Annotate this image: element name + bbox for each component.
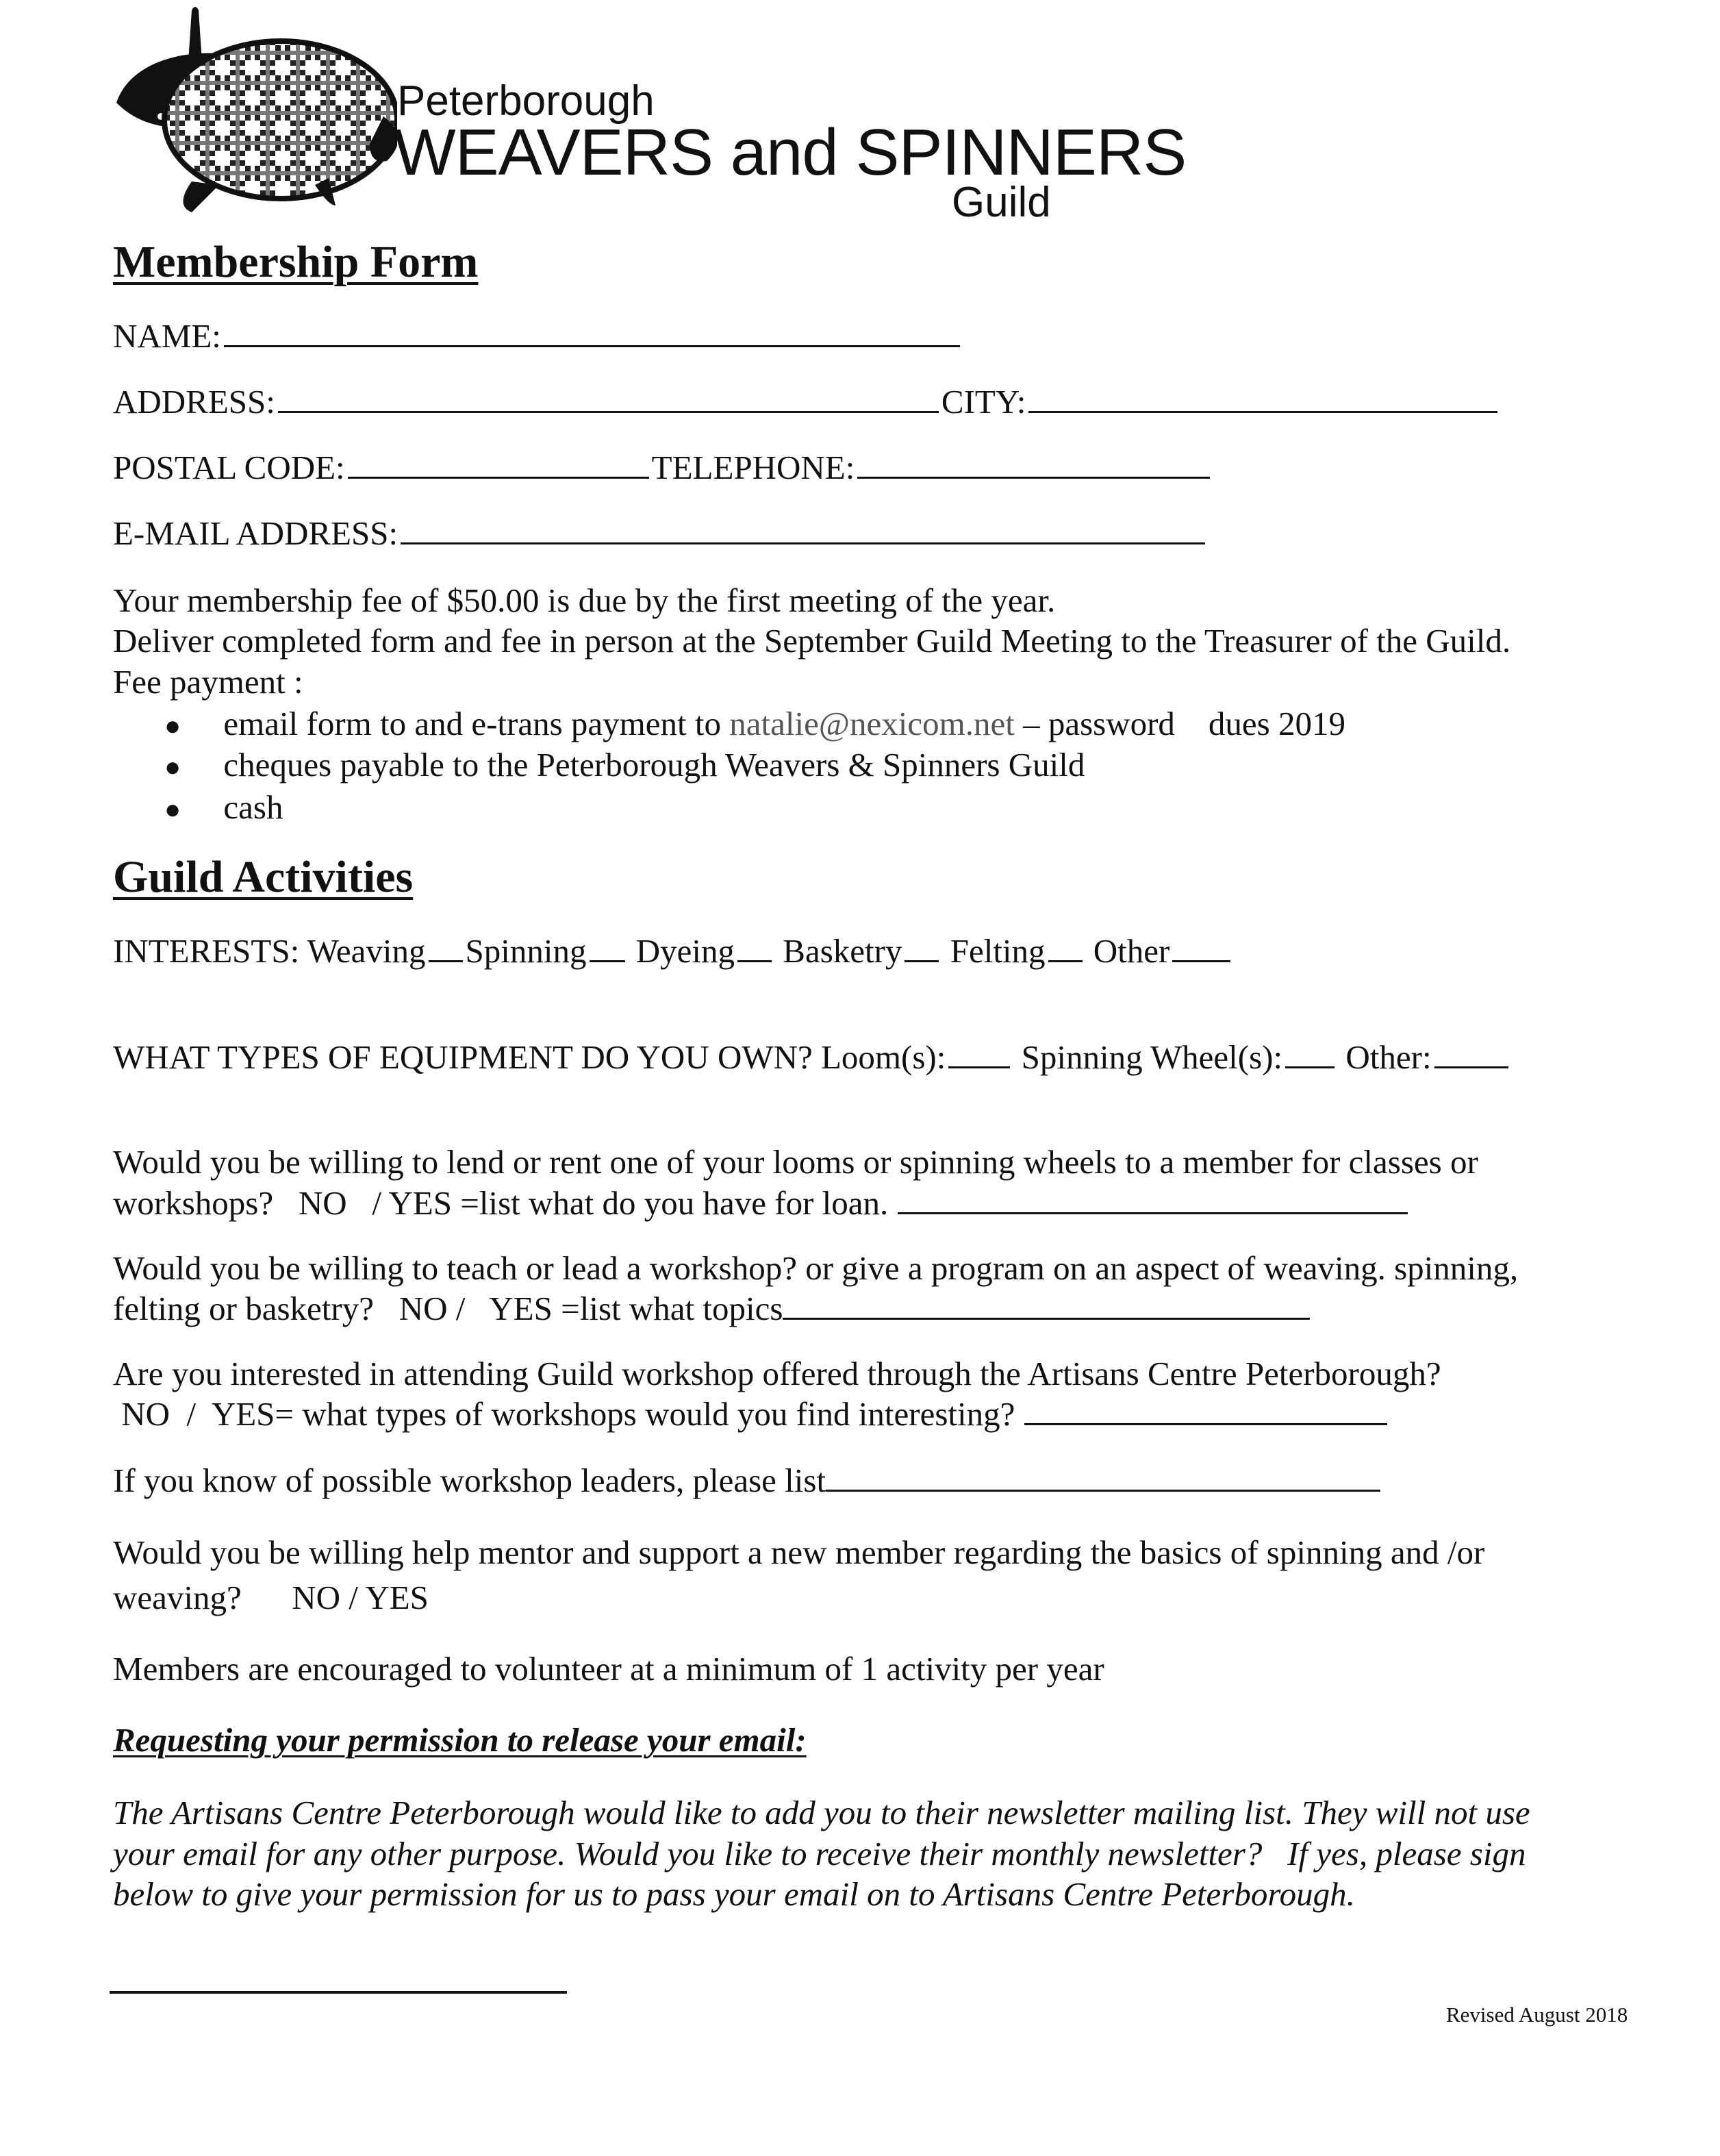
name-input-line[interactable] [224,344,960,347]
activities-title: Guild Activities [113,852,414,902]
bullet-icon: ● [164,710,181,741]
bullet-cheques-text: cheques payable to the Peterborough Weavers & Spinners Guild [223,746,1085,784]
email-input-line[interactable] [401,542,1205,544]
teach-question-1: Would you be willing to teach or lead a workshop? or give a program on an aspect of weaving. spinning, [113,1249,1519,1287]
address-input-line[interactable] [278,410,939,413]
basketry-blank[interactable] [905,960,939,962]
bullet-icon: ● [164,751,181,782]
lend-question-2: workshops? NO / YES =list what do you have for loan. [113,1184,889,1222]
topics-line[interactable] [783,1317,1310,1320]
interest-spinning: Spinning [465,932,587,970]
bullet-cheques [164,745,1085,786]
attend-question-1: Are you interested in attending Guild workshop offered through the Artisans Centre Peterborough? [113,1355,1441,1392]
interest-dyeing: Dyeing [635,932,735,970]
volunteer-note: Members are encouraged to volunteer at a minimum of 1 activity per year [113,1650,1104,1688]
lend-question-1: Would you be willing to lend or rent one of your looms or spinning wheels to a member for classes or [113,1143,1478,1181]
attend-question-2-row [113,1394,1390,1435]
equipment-label: WHAT TYPES OF EQUIPMENT DO YOU OWN? Loom(s): [113,1038,946,1076]
bullet-email-password: – password dues 2019 [1014,705,1346,742]
name-row [113,316,963,357]
telephone-input-line[interactable] [857,476,1210,479]
bullet-email [164,704,1345,744]
interests-row [113,931,1233,972]
logo-line-2: WEAVERS and SPINNERS [394,116,1187,189]
mentor-question-2: weaving? NO / YES [113,1579,429,1616]
address-label: ADDRESS: [113,383,275,421]
teach-question-2-row [113,1289,1313,1329]
equipment-other: Other: [1345,1038,1432,1076]
teach-question-2: felting or basketry? NO / YES =list what topics [113,1290,783,1327]
attend-question-2: NO / YES= what types of workshops would you find interesting? [113,1395,1015,1433]
felting-blank[interactable] [1048,960,1083,962]
bullet-cash [164,788,283,828]
name-label: NAME: [113,317,221,355]
lend-question-2-row [113,1183,1411,1224]
interests-label: INTERESTS: Weaving [113,932,426,970]
loom-blank[interactable] [948,1066,1010,1068]
guild-logo-icon [110,0,397,219]
equipment-other-blank[interactable] [1434,1066,1508,1068]
interest-other: Other [1093,932,1170,970]
spinning-blank[interactable] [590,960,625,962]
form-title: Membership Form [113,237,479,287]
fee-line-2: Deliver completed form and fee in person at the September Guild Meeting to the Treasurer of the Guild. [113,622,1511,660]
other-interest-blank[interactable] [1172,960,1230,962]
revised-date: Revised August 2018 [1446,2003,1628,2027]
wheel-blank[interactable] [1285,1066,1335,1068]
permission-line-1: The Artisans Centre Peterborough would like to add you to their newsletter mailing list. They will not use [113,1794,1530,1831]
bullet-icon: ● [164,794,181,825]
leaders-row [113,1461,1383,1501]
address-row [113,382,1500,423]
email-label: E-MAIL ADDRESS: [113,514,399,552]
signature-line[interactable] [110,1991,567,1994]
email-row [113,514,1208,554]
equipment-wheel: Spinning Wheel(s): [1021,1038,1283,1076]
leaders-question: If you know of possible workshop leaders, please list [113,1462,826,1499]
permission-line-2: your email for any other purpose. Would you like to receive their monthly newsletter? If yes, please sign [113,1835,1526,1872]
postal-row [113,448,1213,488]
interest-basketry: Basketry [783,932,902,970]
permission-line-3: below to give your permission for us to pass your email on to Artisans Centre Peterborough. [113,1875,1355,1913]
bullet-email-text: email form to and e-trans payment to [223,705,730,742]
logo-line-3: Guild [952,179,1051,226]
city-label: CITY: [941,383,1026,421]
treasurer-email-link[interactable]: natalie@nexicom.net [729,705,1015,742]
fee-line-3: Fee payment : [113,663,303,701]
equipment-row [113,1038,1511,1078]
weaving-blank[interactable] [429,960,463,962]
loan-list-line[interactable] [898,1212,1408,1214]
logo-line-1: Peterborough [397,77,655,125]
city-input-line[interactable] [1028,410,1497,413]
permission-title: Requesting your permission to release your email: [113,1721,807,1759]
dyeing-blank[interactable] [737,960,772,962]
workshops-line[interactable] [1024,1422,1387,1425]
leaders-line[interactable] [826,1489,1380,1492]
postal-input-line[interactable] [348,476,649,479]
mentor-question-1: Would you be willing help mentor and support a new member regarding the basics of spinning and /or [113,1533,1485,1571]
postal-label: POSTAL CODE: [113,449,345,486]
fee-line-1: Your membership fee of $50.00 is due by the first meeting of the year. [113,581,1056,619]
telephone-label: TELEPHONE: [651,449,855,486]
interest-felting: Felting [950,932,1046,970]
bullet-cash-text: cash [223,788,283,826]
